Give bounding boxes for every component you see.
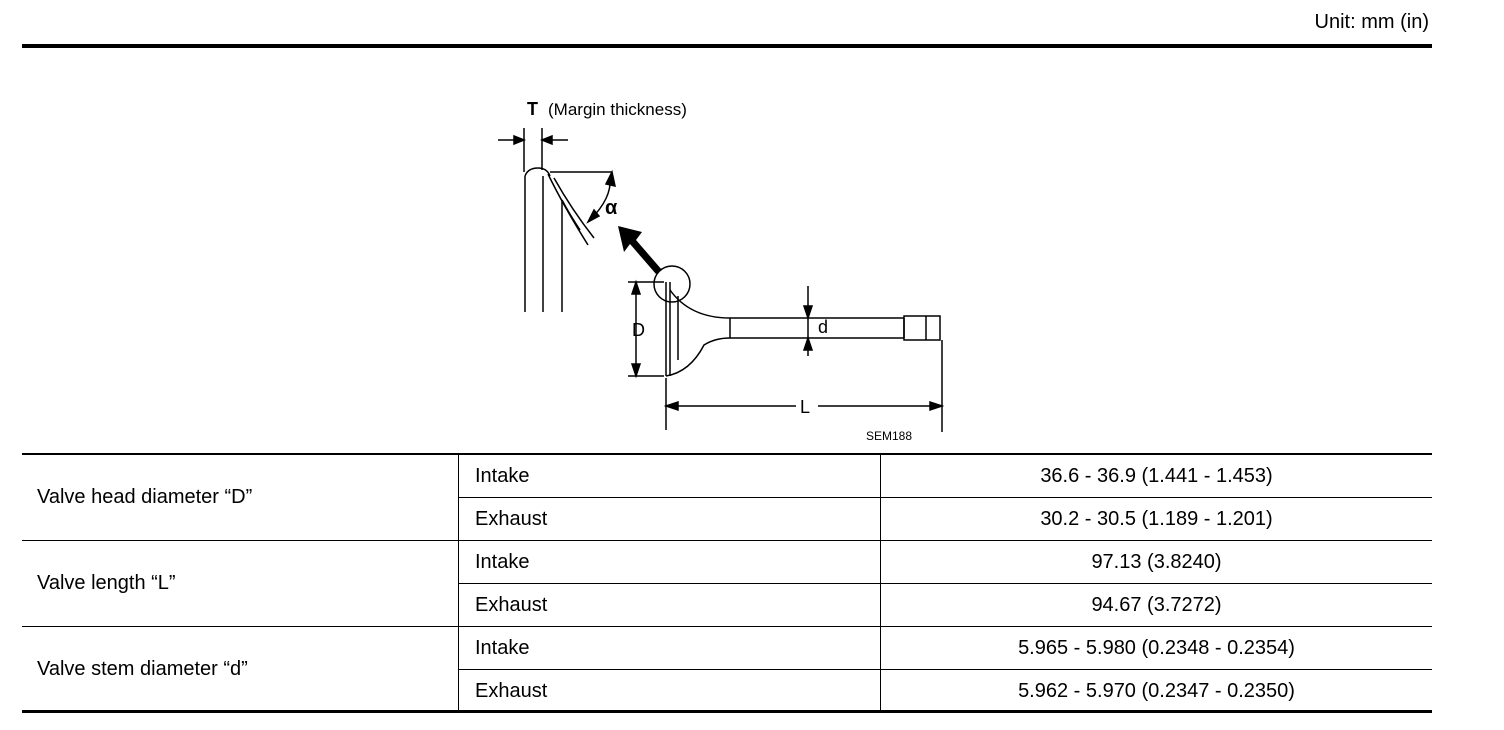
valve-body (666, 282, 940, 376)
table-row (22, 541, 1432, 584)
angle-label: α (605, 197, 618, 219)
stem-dimension (804, 286, 812, 356)
margin-label-letter: T (527, 99, 538, 119)
length-label: L (800, 397, 811, 417)
head-label: D (632, 320, 645, 340)
table-row (22, 454, 1432, 498)
detail-arrow-icon (618, 226, 662, 274)
valve-spec-table (22, 453, 1432, 713)
kind-cell: Exhaust (459, 584, 881, 627)
value-cell: 36.6 - 36.9 (1.441 - 1.453) (881, 454, 1433, 498)
stem-label: d (818, 317, 829, 337)
kind-cell: Intake (459, 541, 881, 584)
kind-cell: Intake (459, 627, 881, 670)
item-cell: Valve stem diameter “d” (22, 627, 459, 713)
value-cell: 5.962 - 5.970 (0.2347 - 0.2350) (881, 670, 1433, 713)
bottom-rule (22, 710, 1432, 713)
item-cell: Valve head diameter “D” (22, 454, 459, 541)
figure-code: SEM188 (866, 429, 913, 443)
margin-detail (525, 168, 615, 312)
margin-label-text: (Margin thickness) (548, 100, 687, 119)
kind-cell: Exhaust (459, 498, 881, 541)
value-cell: 5.965 - 5.980 (0.2348 - 0.2354) (881, 627, 1433, 670)
length-dimension (666, 340, 942, 432)
kind-cell: Exhaust (459, 670, 881, 713)
unit-label: Unit: mm (in) (1314, 11, 1429, 33)
value-cell: 94.67 (3.7272) (881, 584, 1433, 627)
value-cell: 97.13 (3.8240) (881, 541, 1433, 584)
detail-circle (654, 266, 690, 302)
table-row (22, 627, 1432, 670)
item-cell: Valve length “L” (22, 541, 459, 627)
kind-cell: Intake (459, 454, 881, 498)
margin-dimension (498, 128, 568, 172)
value-cell: 30.2 - 30.5 (1.189 - 1.201) (881, 498, 1433, 541)
